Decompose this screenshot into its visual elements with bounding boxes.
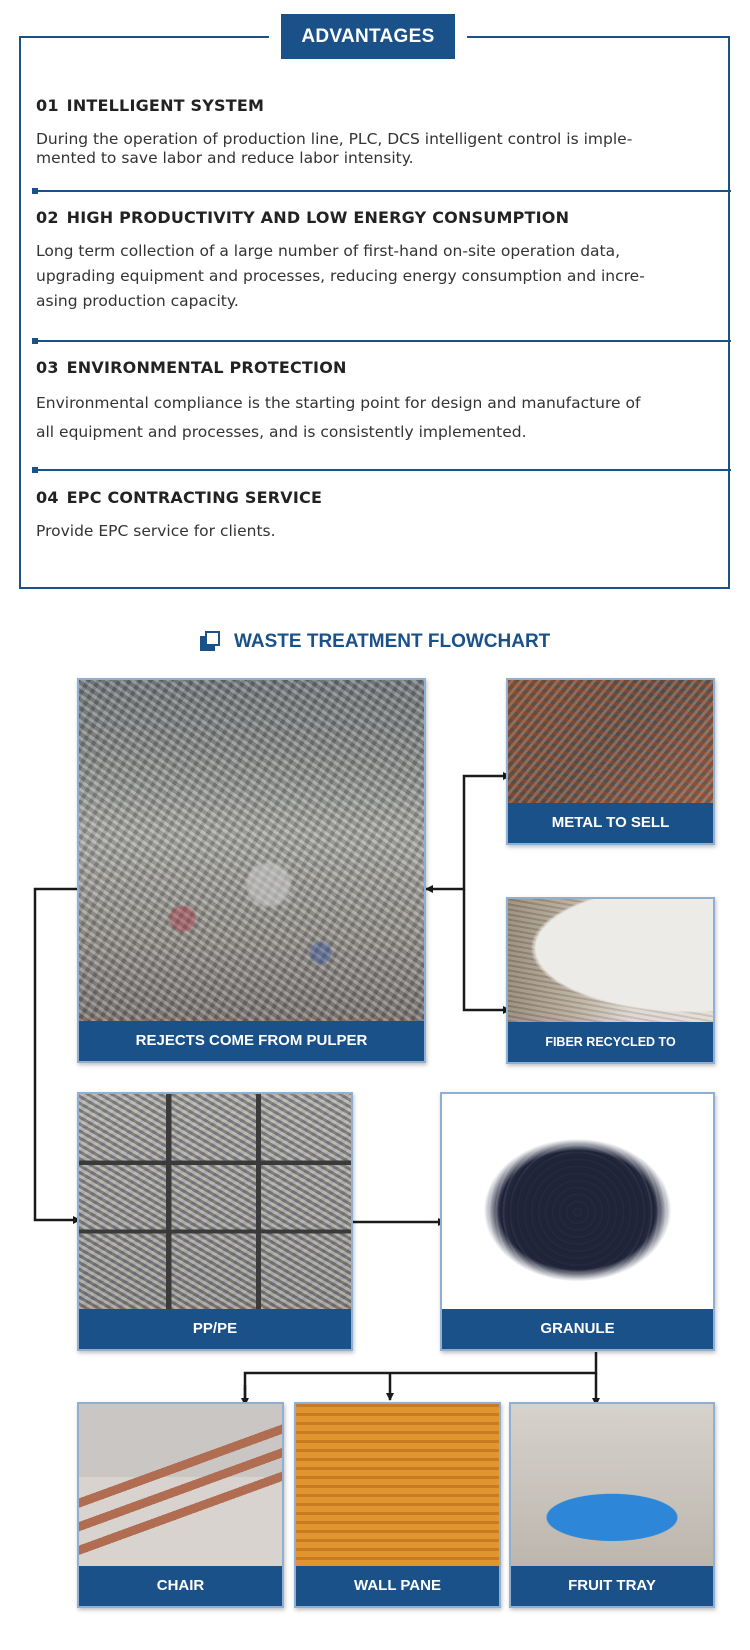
rejects-image <box>79 680 424 1021</box>
card-label: WALL PANE <box>296 1566 499 1606</box>
advantage-number: 04 <box>36 488 59 507</box>
fruit-tray-image <box>511 1404 713 1566</box>
advantage-number: 02 <box>36 208 59 227</box>
text-line: Long term collection of a large number of first-hand on-site operation data, <box>36 242 621 260</box>
card-chair <box>77 1402 284 1608</box>
card-rejects <box>77 678 426 1063</box>
card-fiber <box>506 897 715 1089</box>
card-label: GRANULE <box>442 1309 713 1349</box>
advantage-title: ENVIRONMENTAL PROTECTION <box>66 358 347 377</box>
text-line: asing production capacity. <box>36 292 239 310</box>
card-label: FRUIT TRAY <box>511 1566 713 1606</box>
text-line: Provide EPC service for clients. <box>36 522 276 540</box>
text-line: upgrading equipment and processes, reducing energy consumption and incre- <box>36 267 645 285</box>
advantage-number: 01 <box>36 96 59 115</box>
connector-rejects-to-ppe <box>35 889 80 1220</box>
card-label: PP/PE <box>79 1309 351 1349</box>
advantage-title: EPC CONTRACTING SERVICE <box>66 488 323 507</box>
card-label: METAL TO SELL <box>508 803 713 843</box>
card-label: REJECTS COME FROM PULPER <box>79 1021 424 1061</box>
connector-rejects-to-metal <box>425 776 510 889</box>
chair-image <box>79 1404 282 1566</box>
card-granule <box>440 1092 715 1351</box>
advantage-title: HIGH PRODUCTIVITY AND LOW ENERGY CONSUMPTION <box>66 208 570 227</box>
card-metal <box>506 678 715 845</box>
advantage-title: INTELLIGENT SYSTEM <box>66 96 265 115</box>
metal-image <box>508 680 713 803</box>
text-line: Environmental compliance is the starting point for design and manufacture of <box>36 394 641 412</box>
text-line: all equipment and processes, and is consistently implemented. <box>36 423 527 441</box>
wall-pane-image <box>296 1404 499 1566</box>
advantages-title: ADVANTAGES <box>281 14 455 59</box>
card-wall-pane <box>294 1402 501 1608</box>
fiber-image <box>508 899 713 1022</box>
text-line: mented to save labor and reduce labor intensity. <box>36 149 414 167</box>
advantage-number: 03 <box>36 358 59 377</box>
connector-granule-to-products <box>245 1352 596 1405</box>
card-label: CHAIR <box>79 1566 282 1606</box>
granule-image <box>442 1094 713 1309</box>
flowchart-title-text: WASTE TREATMENT FLOWCHART <box>234 631 551 652</box>
card-fruit-tray <box>509 1402 715 1608</box>
card-ppe <box>77 1092 353 1351</box>
connector-rejects-to-fiber <box>464 889 510 1010</box>
card-label: FIBER RECYCLED TO PAPERMAKING <box>508 1022 713 1062</box>
ppe-bales-image <box>79 1094 351 1309</box>
text-line: During the operation of production line, PLC, DCS intelligent control is imple- <box>36 130 633 148</box>
